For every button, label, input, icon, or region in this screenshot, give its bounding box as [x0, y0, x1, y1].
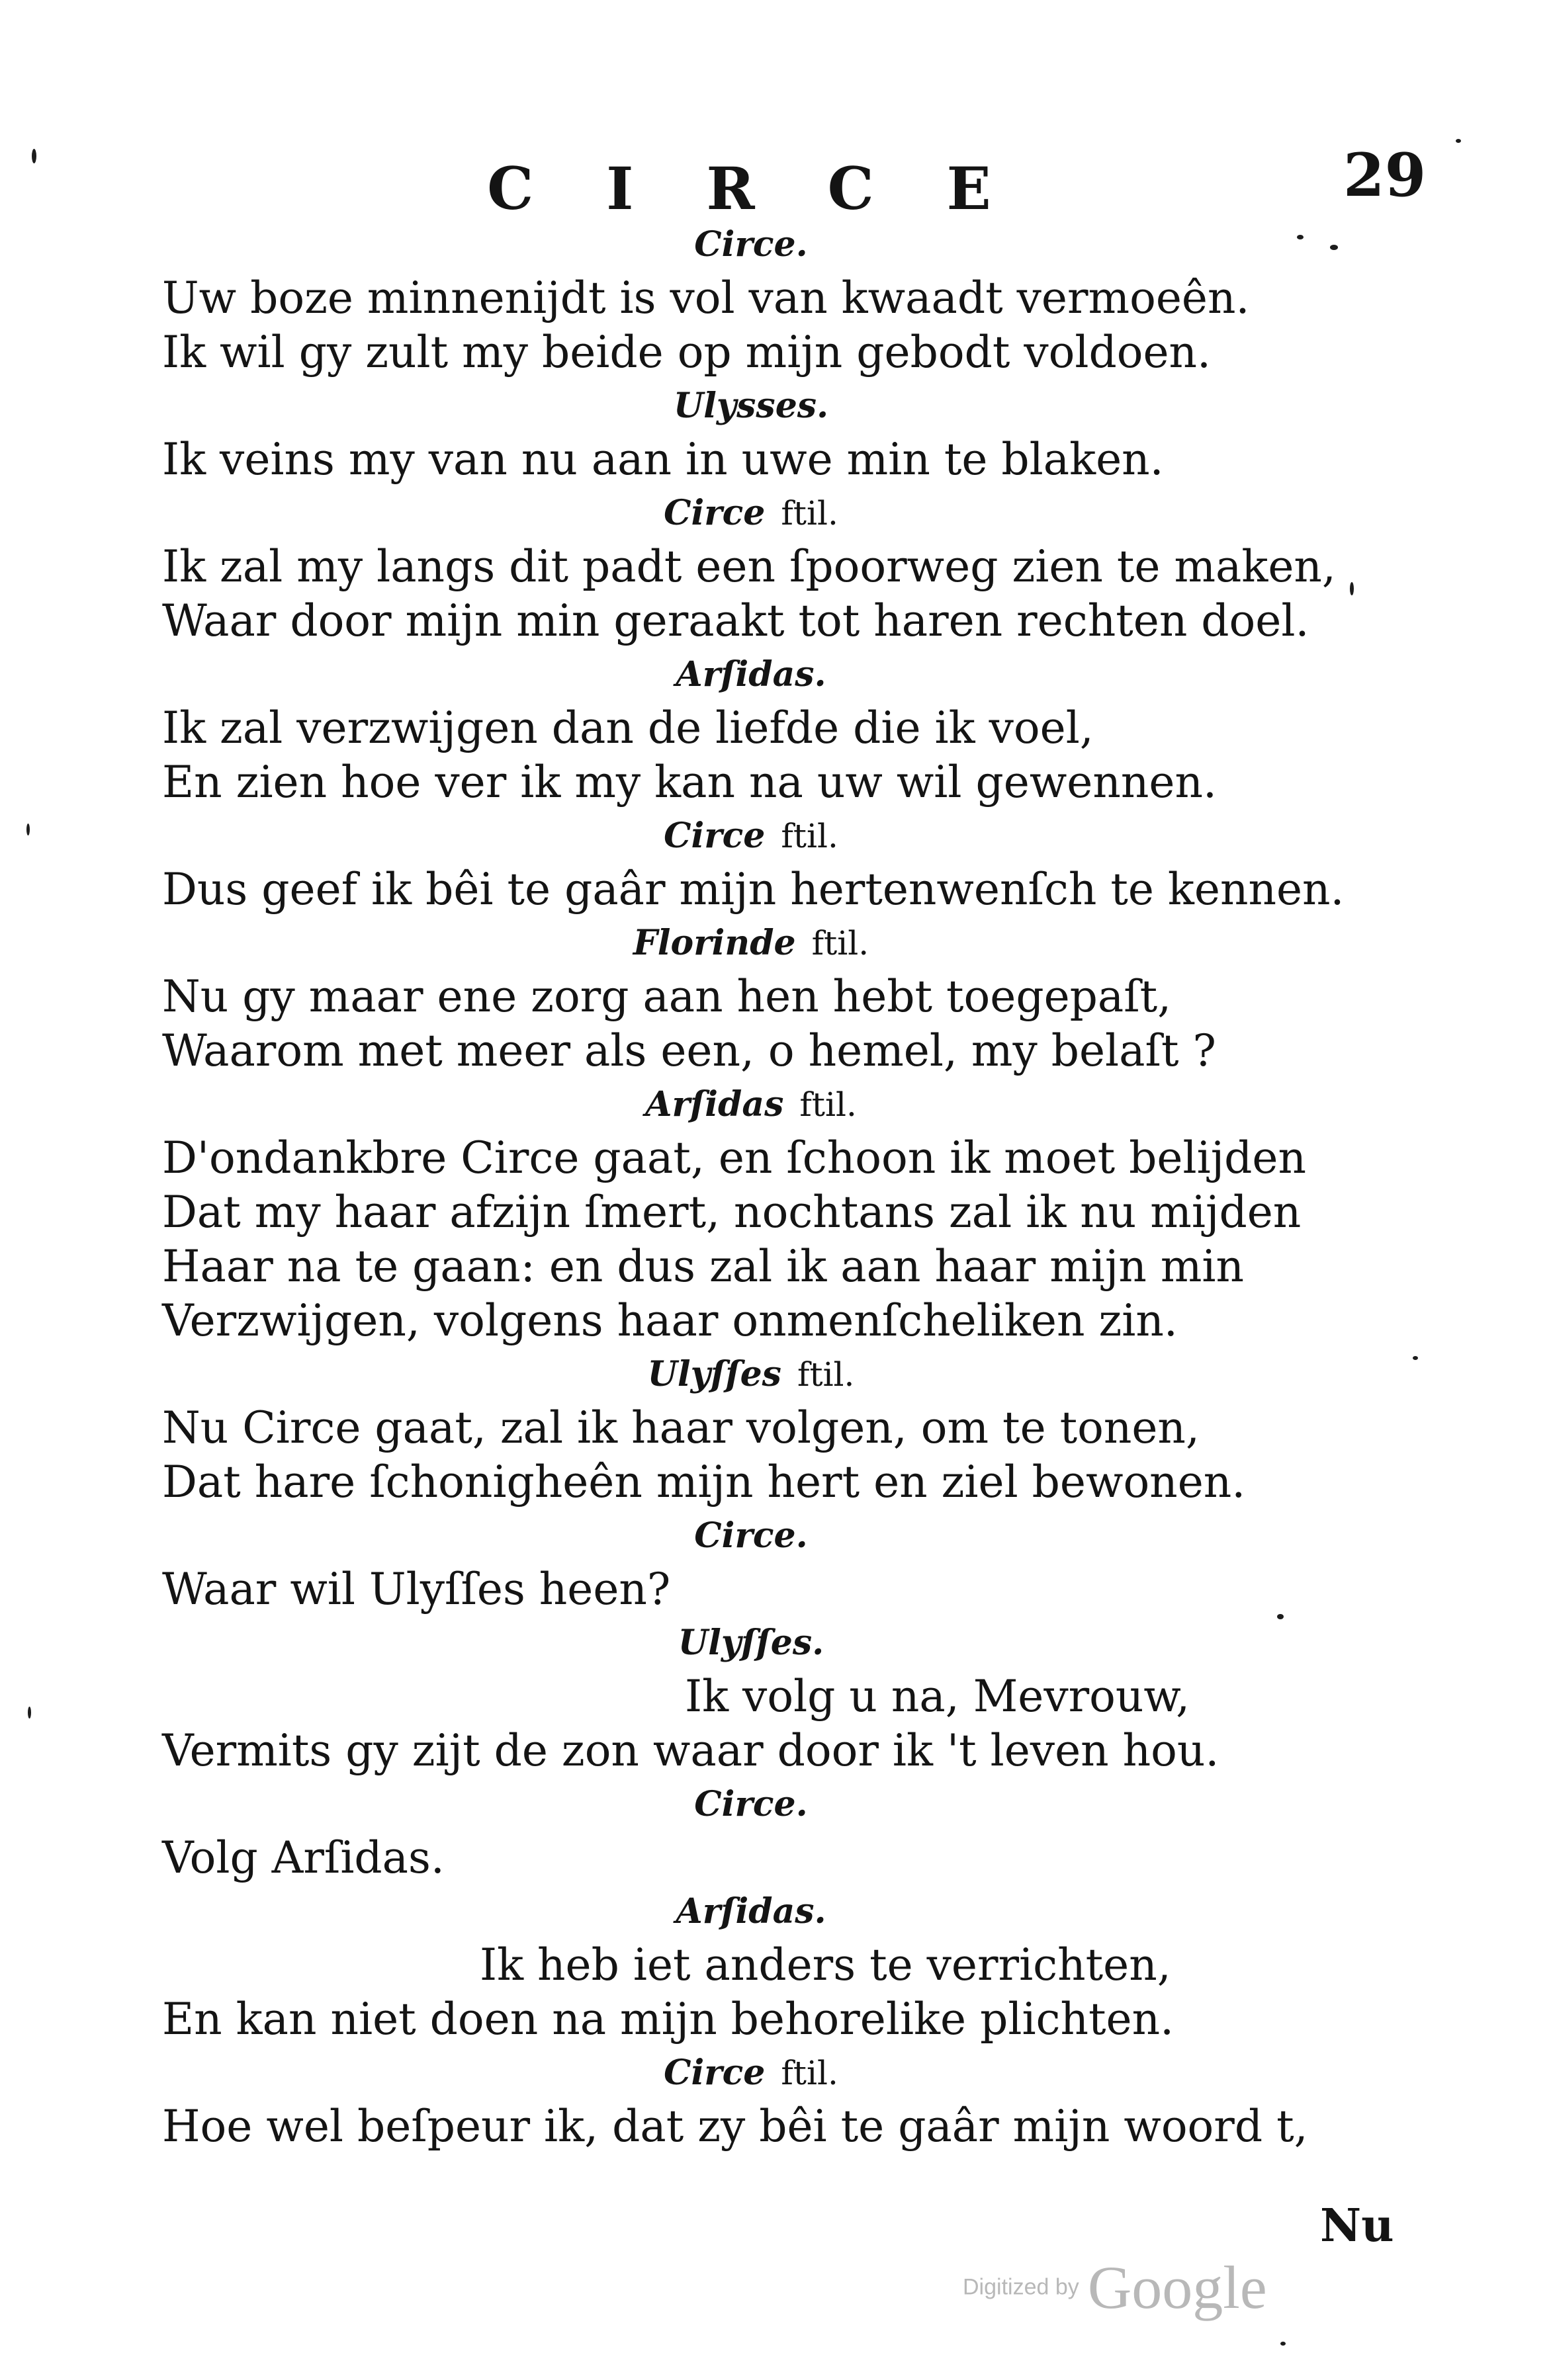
speaker-name: Ulyſſes. [678, 1623, 824, 1663]
verse-line: Volg Arſidas. [162, 1832, 445, 1883]
verse-line: Waarom met meer als een, o hemel, my belaſt ? [162, 1025, 1216, 1076]
speaker-name: Arſidas [645, 1084, 784, 1125]
ink-speck [26, 824, 30, 835]
verse-line: Haar na te gaan: en dus zal ik aan haar mijn min [162, 1241, 1245, 1292]
ink-speck [1277, 1614, 1284, 1619]
speaker-name: Circe [664, 493, 766, 533]
verse-line: Dat hare ſchonigheên mijn hert en ziel bewonen. [162, 1457, 1246, 1508]
speaker-heading [162, 917, 1340, 970]
digitized-by-watermark [963, 2252, 1267, 2322]
stage-direction: ftil. [797, 1355, 855, 1394]
verse-line: Ik zal my langs dit padt een ſpoorweg zien te maken, [162, 541, 1336, 592]
speaker-name: Circe. [694, 1515, 808, 1556]
verse-line: D'ondankbre Circe gaat, en ſchoon ik moet belijden [162, 1132, 1306, 1183]
ink-speck [1456, 139, 1461, 143]
ink-speck [1280, 2342, 1286, 2346]
speaker-heading [162, 1348, 1340, 1401]
stage-direction: ftil. [781, 494, 838, 532]
verse-line: Waar wil Ulyſſes heen? [162, 1564, 671, 1615]
speaker-heading [162, 1885, 1340, 1938]
ink-speck [28, 1707, 31, 1719]
stage-direction: ftil. [781, 2054, 838, 2092]
ink-speck [1350, 582, 1354, 595]
speaker-name: Ulyſſes [647, 1354, 781, 1394]
verse-line: Ik zal verzwijgen dan de liefde die ik voel, [162, 702, 1094, 753]
verse-line: Vermits gy zijt de zon waar door ik 't leven hou. [162, 1725, 1219, 1776]
verse-line: Waar door mijn min geraakt tot haren rechten doel. [162, 595, 1309, 646]
running-title: CIRCE [487, 154, 1064, 223]
ink-speck [1297, 235, 1304, 239]
speaker-name: Arſidas. [676, 654, 826, 695]
verse-line: En kan niet doen na mijn behorelike plichten. [162, 1994, 1174, 2045]
verse-line: Hoe wel beſpeur ik, dat zy bêi te gaâr mijn woord t, [162, 2101, 1308, 2152]
stage-direction: ftil. [811, 924, 869, 962]
verse-line: Ik veins my van nu aan in uwe min te blaken. [162, 434, 1164, 485]
verse-line: En zien hoe ver ik my kan na uw wil gewennen. [162, 757, 1217, 808]
speaker-heading [162, 487, 1340, 540]
verse-line: Dat my haar afzijn ſmert, nochtans zal ik nu mijden [162, 1187, 1302, 1238]
stage-direction: ftil. [781, 817, 838, 855]
stage-direction: ftil. [799, 1085, 857, 1124]
speaker-heading [162, 1778, 1340, 1831]
speaker-heading [162, 2047, 1340, 2100]
verse-line: Nu Circe gaat, zal ik haar volgen, om te tonen, [162, 1402, 1200, 1453]
catchword: Nu [1320, 2199, 1394, 2252]
google-logo: Google [1087, 2254, 1267, 2321]
speaker-name: Florinde [633, 923, 796, 963]
speaker-heading [162, 810, 1340, 863]
speaker-heading [162, 1078, 1340, 1131]
verse-line: Verzwijgen, volgens haar onmenſcheliken zin. [162, 1295, 1178, 1346]
ink-speck [32, 149, 36, 163]
speaker-name: Arſidas. [676, 1891, 826, 1932]
speaker-heading [162, 1617, 1340, 1670]
play-text [162, 218, 1345, 2154]
verse-line: Ik heb iet anders te verrichten, [480, 1939, 1171, 1990]
speaker-name: Ulysses. [673, 386, 829, 426]
speaker-name: Circe. [694, 224, 808, 265]
speaker-heading [162, 380, 1340, 433]
verse-line: Dus geef ik bêi te gaâr mijn hertenwenſch te kennen. [162, 864, 1345, 915]
speaker-heading [162, 648, 1340, 701]
speaker-name: Circe [664, 816, 766, 856]
verse-line: Ik volg u na, Mevrouw, [685, 1671, 1190, 1722]
speaker-heading [162, 218, 1340, 271]
ink-speck [1330, 245, 1338, 250]
speaker-name: Circe. [694, 1784, 808, 1824]
verse-line: Uw boze minnenijdt is vol van kwaadt vermoeên. [162, 273, 1250, 323]
verse-line: Ik wil gy zult my beide op mijn gebodt voldoen. [162, 327, 1211, 378]
speaker-name: Circe [664, 2053, 766, 2093]
speaker-heading [162, 1509, 1340, 1562]
page-number: 29 [1343, 140, 1427, 210]
watermark-prefix: Digitized by [963, 2274, 1079, 2300]
ink-speck [1413, 1356, 1418, 1360]
verse-line: Nu gy maar ene zorg aan hen hebt toegepaſt, [162, 971, 1172, 1022]
